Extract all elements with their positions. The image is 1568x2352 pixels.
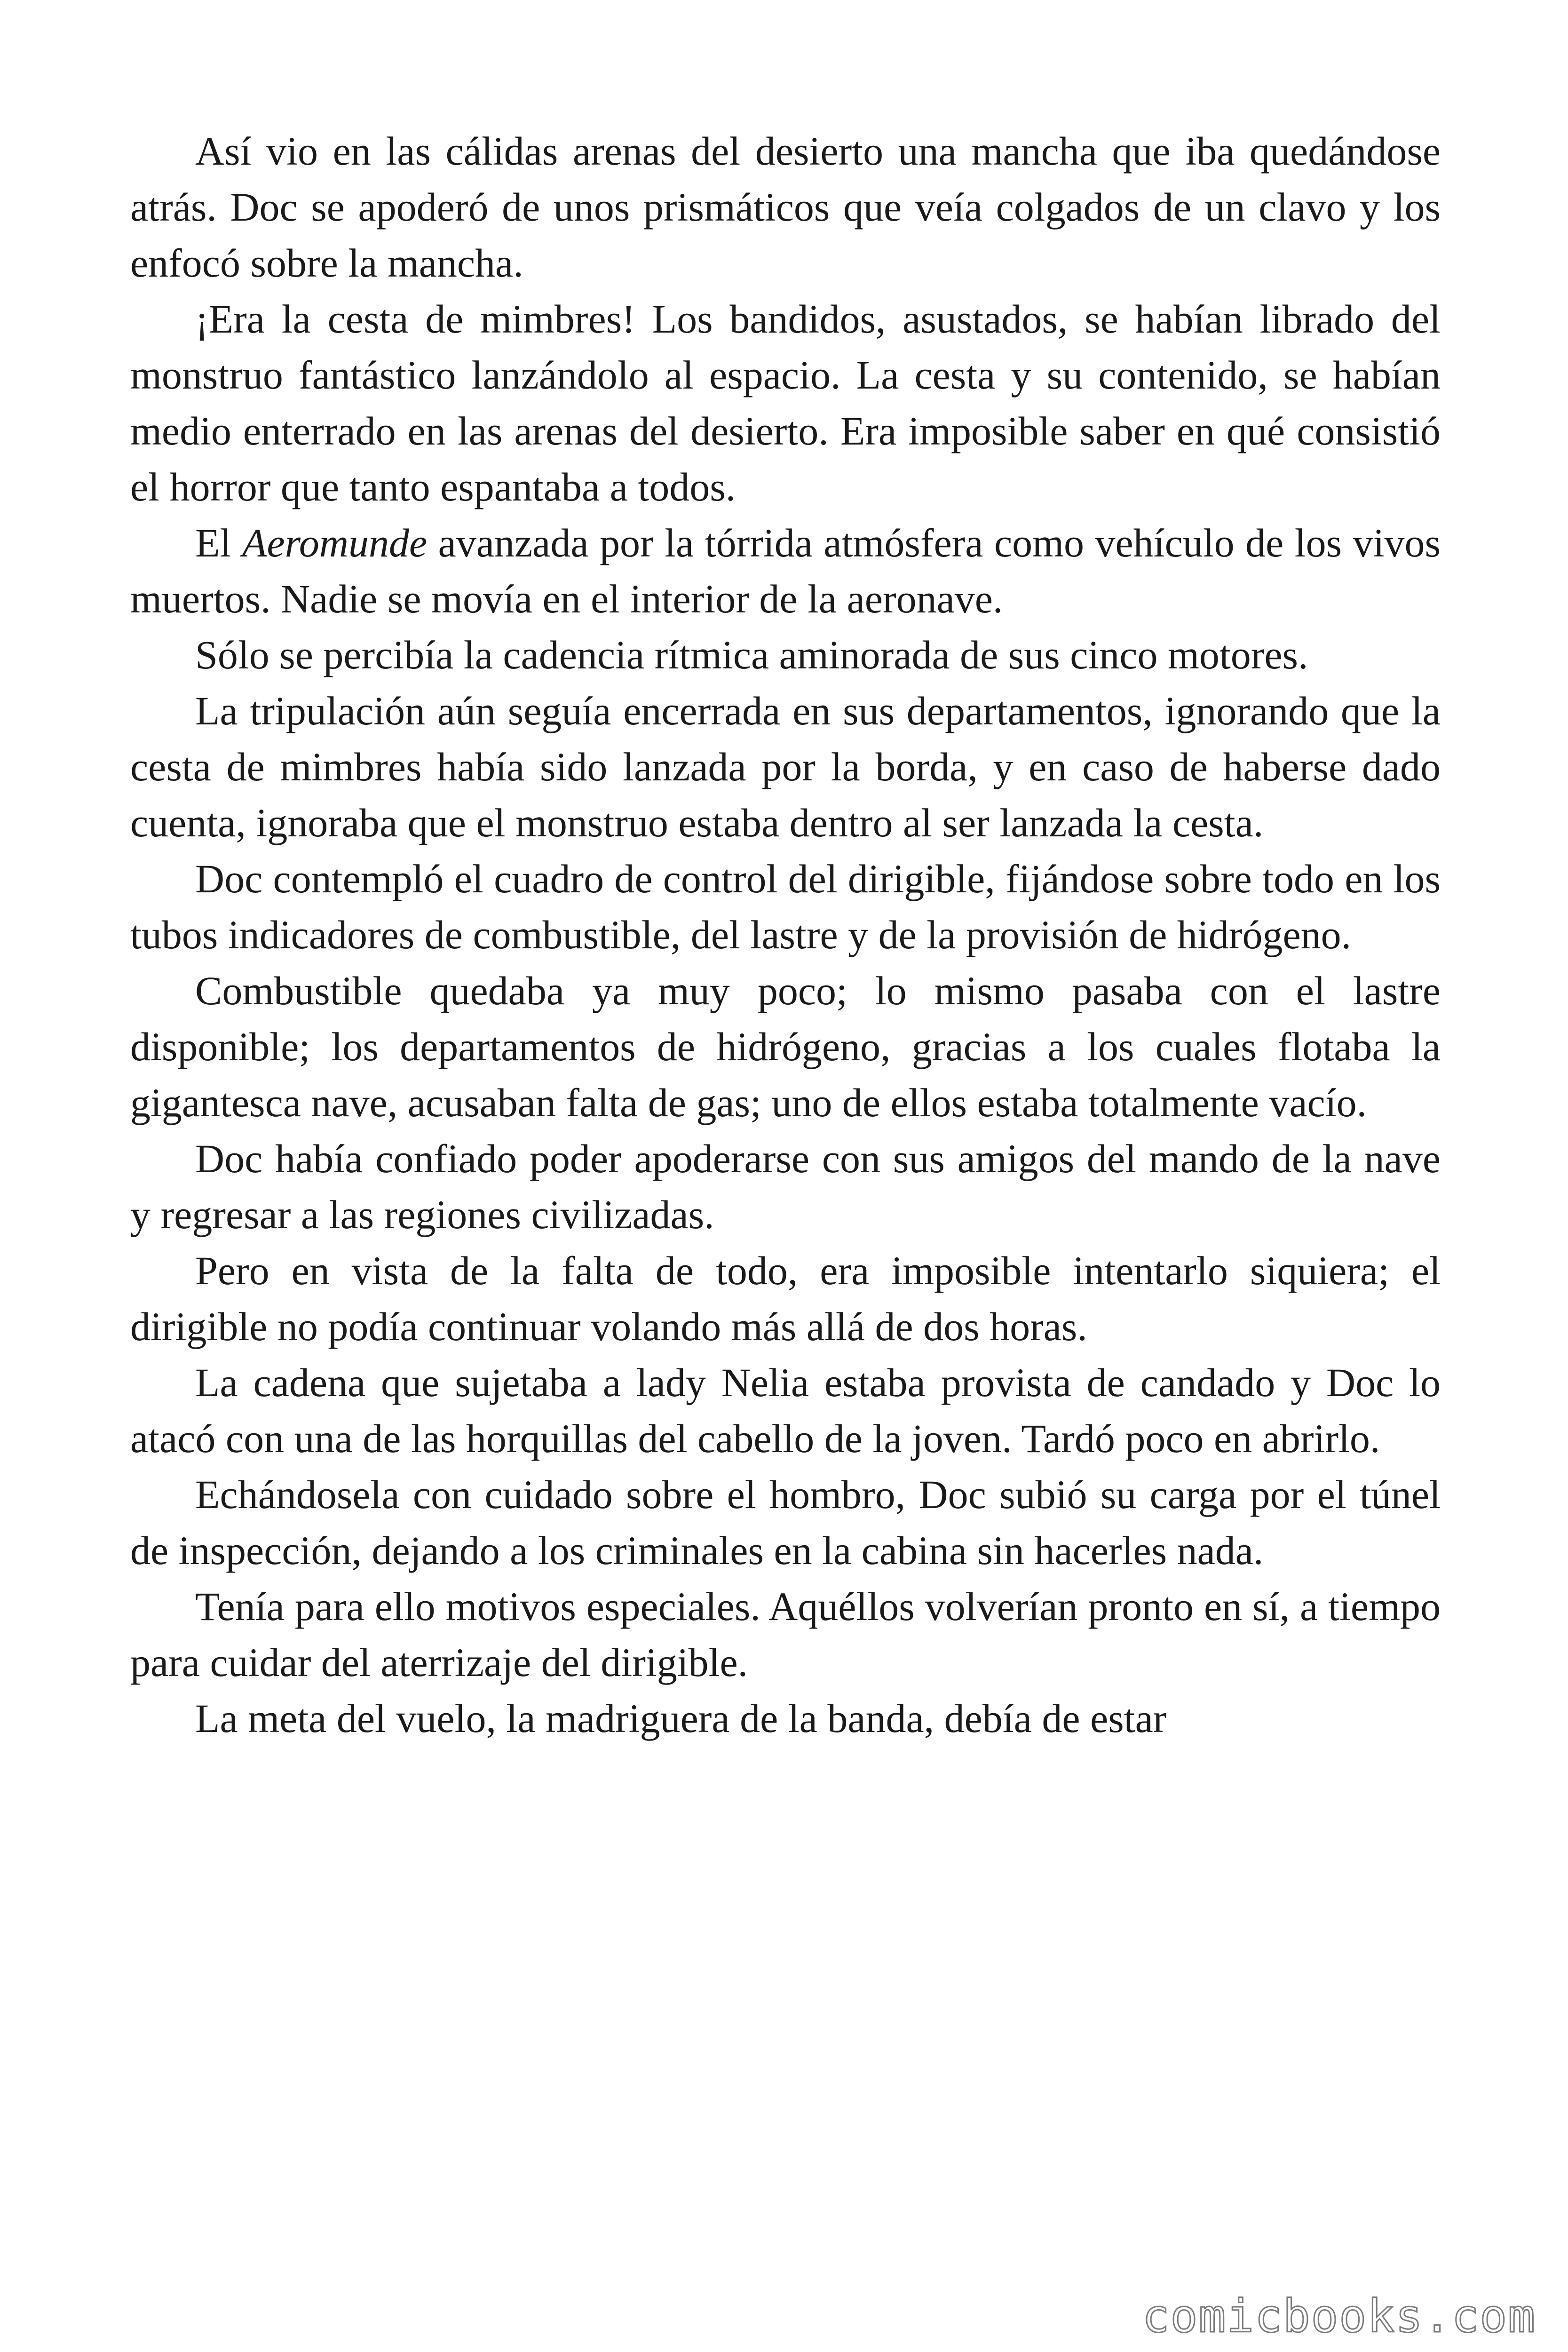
paragraph-3-before: El — [195, 520, 242, 565]
paragraph-4: Sólo se percibía la cadencia rítmica aminorada de sus cinco motores. — [195, 632, 1308, 677]
paragraph-2: ¡Era la cesta de mimbres! Los bandidos, asustados, se habían librado del monstruo fantástico lanzándolo al espacio. La cesta y su contenido, se habían medio enterrado en las arenas del desierto. Era imposible saber en qué consistió el horror que tanto espantaba a todos. — [130, 296, 1441, 509]
paragraph-3 — [130, 515, 1441, 627]
paragraph-5: La tripulación aún seguía encerrada en sus departamentos, ignorando que la cesta de mimbres había sido lanzada por la borda, y en caso de haberse dado cuenta, ignoraba que el monstruo estaba dentro al ser lanzada la cesta. — [130, 688, 1441, 845]
watermark: comicbooks.com — [1142, 2290, 1536, 2343]
paragraph-13: La meta del vuelo, la madriguera de la banda, debía de estar — [195, 1696, 1167, 1741]
paragraph-7: Combustible quedaba ya muy poco; lo mismo pasaba con el lastre disponible; los departamentos de hidrógeno, gracias a los cuales flotaba la gigantesca nave, acusaban falta de gas; uno de ellos estaba totalmente vacío. — [130, 968, 1441, 1125]
paragraph-8: Doc había confiado poder apoderarse con sus amigos del mando de la nave y regresar a las regiones civilizadas. — [130, 1136, 1441, 1237]
paragraph-12: Tenía para ello motivos especiales. Aquéllos volverían pronto en sí, a tiempo para cuidar del aterrizaje del dirigible. — [130, 1584, 1441, 1685]
paragraph-10: La cadena que sujetaba a lady Nelia estaba provista de candado y Doc lo atacó con una de las horquillas del cabello de la joven. Tardó poco en abrirlo. — [130, 1360, 1441, 1461]
paragraph-9: Pero en vista de la falta de todo, era imposible intentarlo siquiera; el dirigible no podía continuar volando más allá de dos horas. — [130, 1248, 1441, 1349]
body-text — [130, 123, 1441, 1747]
ship-name-italic: Aeromunde — [242, 520, 428, 565]
paragraph-1: Así vio en las cálidas arenas del desierto una mancha que iba quedándose atrás. Doc se apoderó de unos prismáticos que veía colgados de un clavo y los enfocó sobre la mancha. — [130, 128, 1441, 286]
paragraph-11: Echándosela con cuidado sobre el hombro, Doc subió su carga por el túnel de inspección, dejando a los criminales en la cabina sin hacerles nada. — [130, 1472, 1441, 1573]
paragraph-3-after: avanzada por la tórrida atmósfera como vehículo de los vivos muertos. Nadie se movía en el interior de la aeronave. — [130, 520, 1441, 621]
paragraph-6: Doc contempló el cuadro de control del dirigible, fijándose sobre todo en los tubos indicadores de combustible, del lastre y de la provisión de hidrógeno. — [130, 856, 1441, 957]
